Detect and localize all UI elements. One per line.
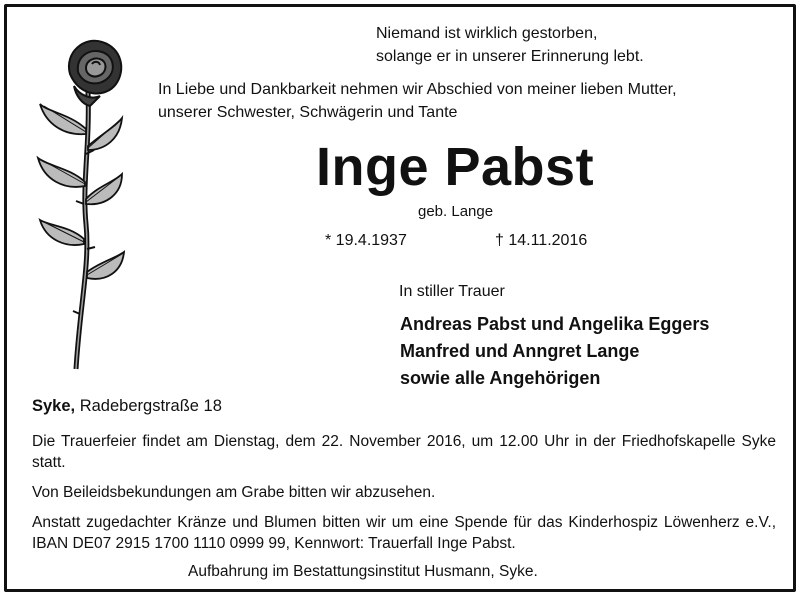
mourner-name: sowie alle Angehörigen	[400, 368, 601, 388]
address	[32, 397, 222, 416]
death-date: † 14.11.2016	[495, 232, 588, 249]
birth-date: * 19.4.1937	[325, 232, 407, 249]
mourner-name: Manfred und Anngret Lange	[400, 341, 640, 361]
footer-text: Aufbahrung im Bestattungsinstitut Husmann, Syke.	[188, 563, 538, 580]
rose-icon	[30, 34, 130, 374]
deceased-name: Inge Pabst	[316, 137, 595, 197]
quote-line-1: Niemand ist wirklich gestorben,	[376, 25, 598, 42]
address-street: Radebergstraße 18	[79, 397, 222, 415]
mourner-name: Andreas Pabst und Angelika Eggers	[400, 314, 710, 334]
mourning-heading: In stiller Trauer	[399, 283, 505, 300]
birth-name: geb. Lange	[418, 203, 494, 220]
funeral-text: Die Trauerfeier findet am Dienstag, dem 22. November 2016, um 12.00 Uhr in der Friedhofskapelle Syke statt.	[32, 433, 776, 471]
intro-line-1: In Liebe und Dankbarkeit nehmen wir Abschied von meiner lieben Mutter,	[158, 81, 677, 98]
address-city: Syke,	[32, 397, 76, 415]
donation-text: Anstatt zugedachter Kränze und Blumen bitten wir um eine Spende für das Kinderhospiz Löwenherz e.V., IBAN DE07 2915 1700 1110 0999 99, Kennwort: Trauerfall Inge Pabst.	[32, 514, 776, 552]
condolence-text: Von Beileidsbekundungen am Grabe bitten wir abzusehen.	[32, 484, 436, 501]
intro-line-2: unserer Schwester, Schwägerin und Tante	[158, 104, 458, 121]
quote-line-2: solange er in unserer Erinnerung lebt.	[376, 48, 644, 65]
